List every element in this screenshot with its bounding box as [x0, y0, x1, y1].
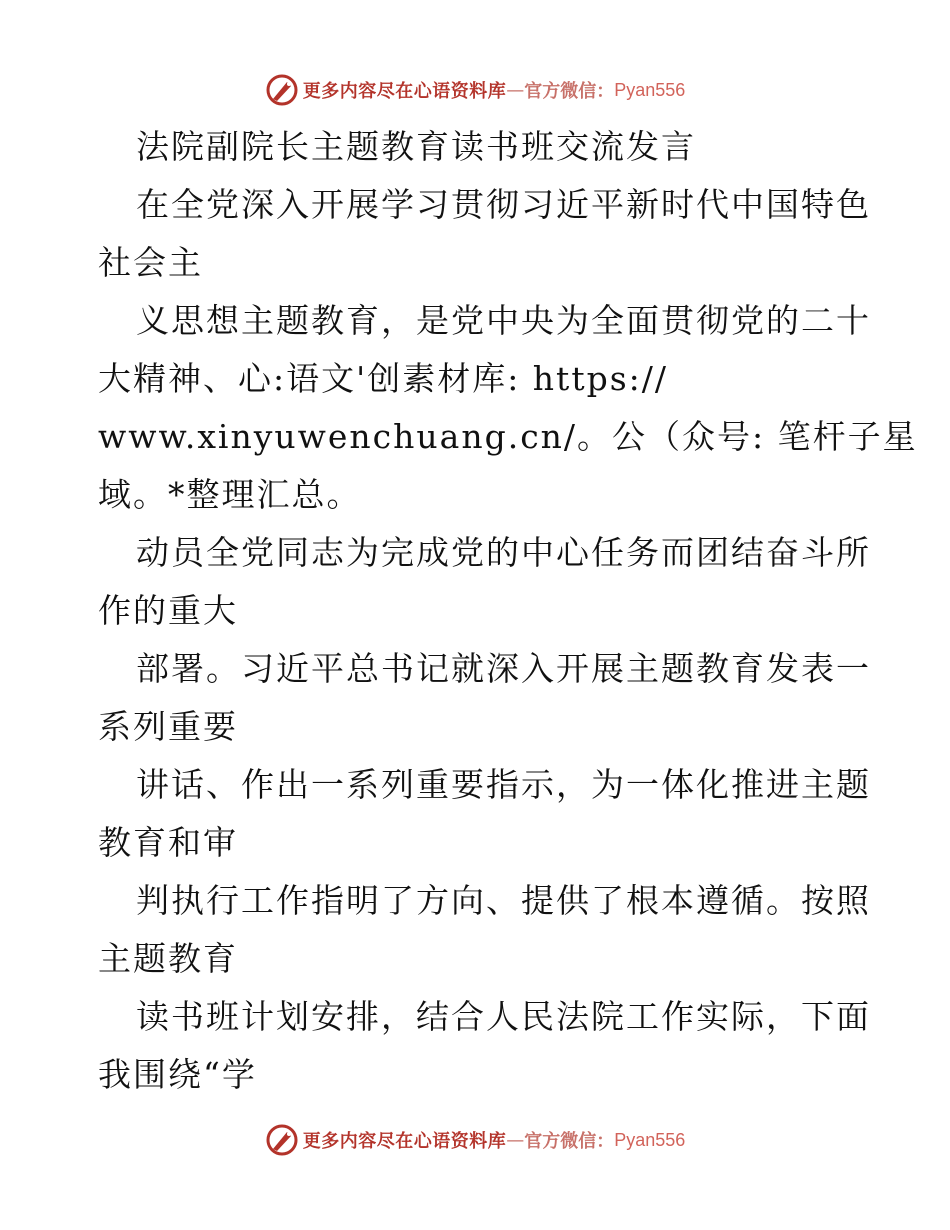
pen-logo-icon	[265, 1123, 299, 1157]
text-line: 主题教育	[98, 939, 238, 978]
header-separator: —	[506, 79, 525, 101]
document-body	[98, 118, 918, 1104]
text-line: 判执行工作指明了方向、提供了根本遵循。按照	[136, 881, 871, 920]
header-account-id: Pyan556	[614, 79, 686, 100]
text-line: 社会主	[98, 243, 203, 282]
text-line: 域。*整理汇总。	[98, 475, 362, 514]
text-line: 大精神、心:语文'创素材库: https://	[98, 359, 668, 398]
footer-account-id: Pyan556	[614, 1129, 686, 1150]
footer-separator: —	[506, 1129, 525, 1151]
text-line: 教育和审	[98, 823, 238, 862]
text-line: 部署。习近平总书记就深入开展主题教育发表一	[136, 649, 871, 688]
header-account-label: 官方微信：	[524, 81, 615, 102]
document-title: 法院副院长主题教育读书班交流发言	[136, 127, 696, 166]
footer-text: 更多内容尽在心语资料库	[302, 1131, 507, 1152]
text-line: 义思想主题教育，是党中央为全面贯彻党的二十	[136, 301, 871, 340]
text-line: 系列重要	[98, 707, 238, 746]
text-line: 我围绕“学	[98, 1055, 257, 1094]
pen-logo-icon	[265, 73, 299, 107]
text-line: 读书班计划安排，结合人民法院工作实际，下面	[136, 997, 871, 1036]
text-line: www.xinyuwenchuang.cn/。公（众号: 笔杆子星	[98, 417, 918, 456]
text-line: 讲话、作出一系列重要指示，为一体化推进主题	[136, 765, 871, 804]
text-line: 动员全党同志为完成党的中心任务而团结奋斗所	[136, 533, 871, 572]
footer-banner	[0, 1120, 950, 1160]
text-line: 在全党深入开展学习贯彻习近平新时代中国特色	[136, 185, 871, 224]
header-text: 更多内容尽在心语资料库	[302, 81, 507, 102]
footer-account-label: 官方微信：	[524, 1131, 615, 1152]
header-banner	[0, 70, 950, 110]
text-line: 作的重大	[98, 591, 238, 630]
